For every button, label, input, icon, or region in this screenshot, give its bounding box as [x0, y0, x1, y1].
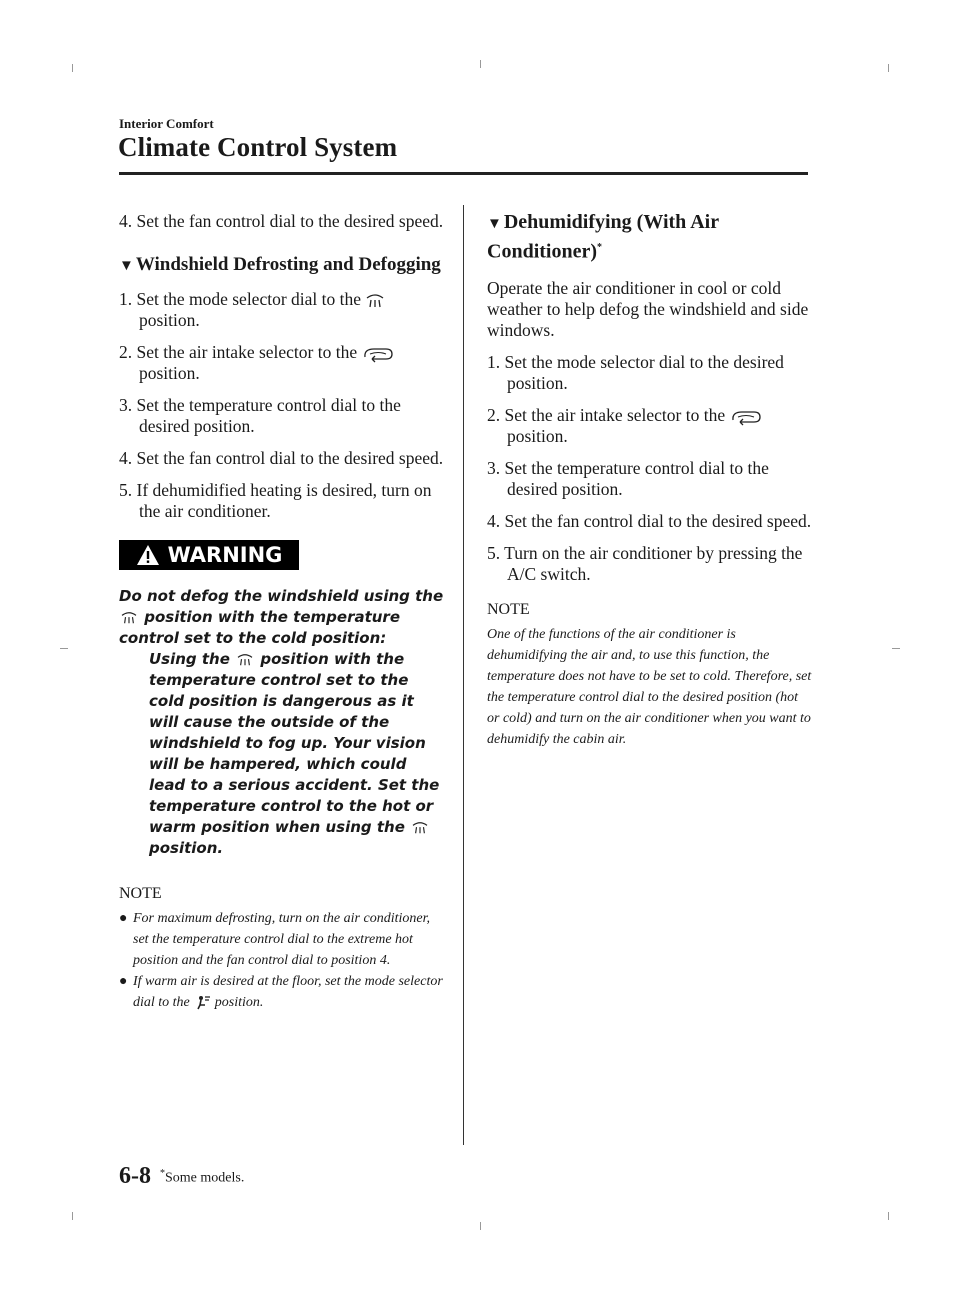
list-item: 2. Set the air intake selector to the position. [487, 405, 812, 447]
note-body: One of the functions of the air conditioner is dehumidifying the air and, to use this function, the temperature does not have to be set to cold. Therefore, set the temperature control dial to the desired position (hot or cold) and turn on the air conditioner when you want to dehumidify the cabin air. [487, 626, 812, 747]
warning-icon [136, 544, 160, 566]
crop-mark [72, 1212, 73, 1220]
list-item: 3. Set the temperature control dial to the desired position. [119, 395, 401, 436]
floor-defrost-icon [193, 995, 211, 1011]
right-column [487, 211, 812, 750]
triangle-marker-icon: ▼ [487, 216, 502, 232]
note-title: NOTE [487, 600, 530, 618]
crop-mark [888, 1212, 889, 1220]
warning-banner [119, 540, 299, 570]
crop-mark [888, 64, 889, 72]
page-number: 6-8 [119, 1163, 151, 1189]
crop-mark [72, 64, 73, 72]
crop-mark [480, 1222, 481, 1230]
list-item: ● For maximum defrosting, turn on the air conditioner, set the temperature control dial to the extreme hot position and the fan control dial to position 4. [119, 911, 430, 968]
crop-mark [892, 648, 900, 649]
list-item: ● If warm air is desired at the floor, set the mode selector dial to the position. [119, 974, 443, 1010]
recirculate-icon [730, 408, 762, 426]
list-item: 1. Set the mode selector dial to the position. [119, 289, 444, 331]
section-heading-defrost: ▼ Windshield Defrosting and Defogging [119, 254, 441, 275]
left-column [119, 211, 444, 1013]
column-divider [463, 205, 464, 1145]
triangle-marker-icon: ▼ [119, 258, 134, 274]
footnote-mark: * [160, 1168, 165, 1179]
crop-mark [60, 648, 68, 649]
recirculate-icon [362, 345, 394, 363]
crop-mark [480, 60, 481, 68]
note-title: NOTE [119, 885, 162, 902]
list-item: 4. Set the fan control dial to the desired speed. [119, 448, 444, 468]
defrost-icon [410, 821, 430, 835]
list-item: 1. Set the mode selector dial to the desired position. [487, 351, 784, 393]
step-fan-speed-continued: 4. Set the fan control dial to the desired speed. [119, 211, 444, 231]
warning-text: Do not defog the windshield using the position with the temperature control set to the cold position: Using the position with the temperature control set to the cold position is dangerous as it will cause the outside of the windshield to fog up. Your vision will be hampered, which could lead to a serious accident. Set the temperature control to the hot or warm position when using the position. [119, 587, 444, 857]
list-item: 5. Turn on the air conditioner by pressing the A/C switch. [487, 542, 803, 584]
list-item: 2. Set the air intake selector to the position. [119, 342, 444, 384]
defrost-icon [119, 611, 139, 625]
warning-label: WARNING [167, 542, 283, 567]
intro-paragraph: Operate the air conditioner in cool or cold weather to help defog the windshield and side windows. [487, 277, 809, 340]
defrost-icon [235, 653, 255, 667]
note-body [119, 908, 444, 1013]
list-item: 3. Set the temperature control dial to the desired position. [487, 457, 769, 499]
section-label: Interior Comfort [119, 116, 214, 131]
list-item: 5. If dehumidified heating is desired, turn on the air conditioner. [119, 480, 432, 521]
page-title: Climate Control System [118, 132, 398, 162]
title-rule [119, 172, 808, 175]
some-models-mark: * [597, 242, 602, 253]
defrost-icon [365, 293, 385, 309]
list-item: 4. Set the fan control dial to the desired speed. [487, 510, 812, 531]
footnote: *Some models. [160, 1168, 245, 1186]
section-heading-dehumidify: ▼ Dehumidifying (With Air Conditioner)* [487, 211, 719, 263]
